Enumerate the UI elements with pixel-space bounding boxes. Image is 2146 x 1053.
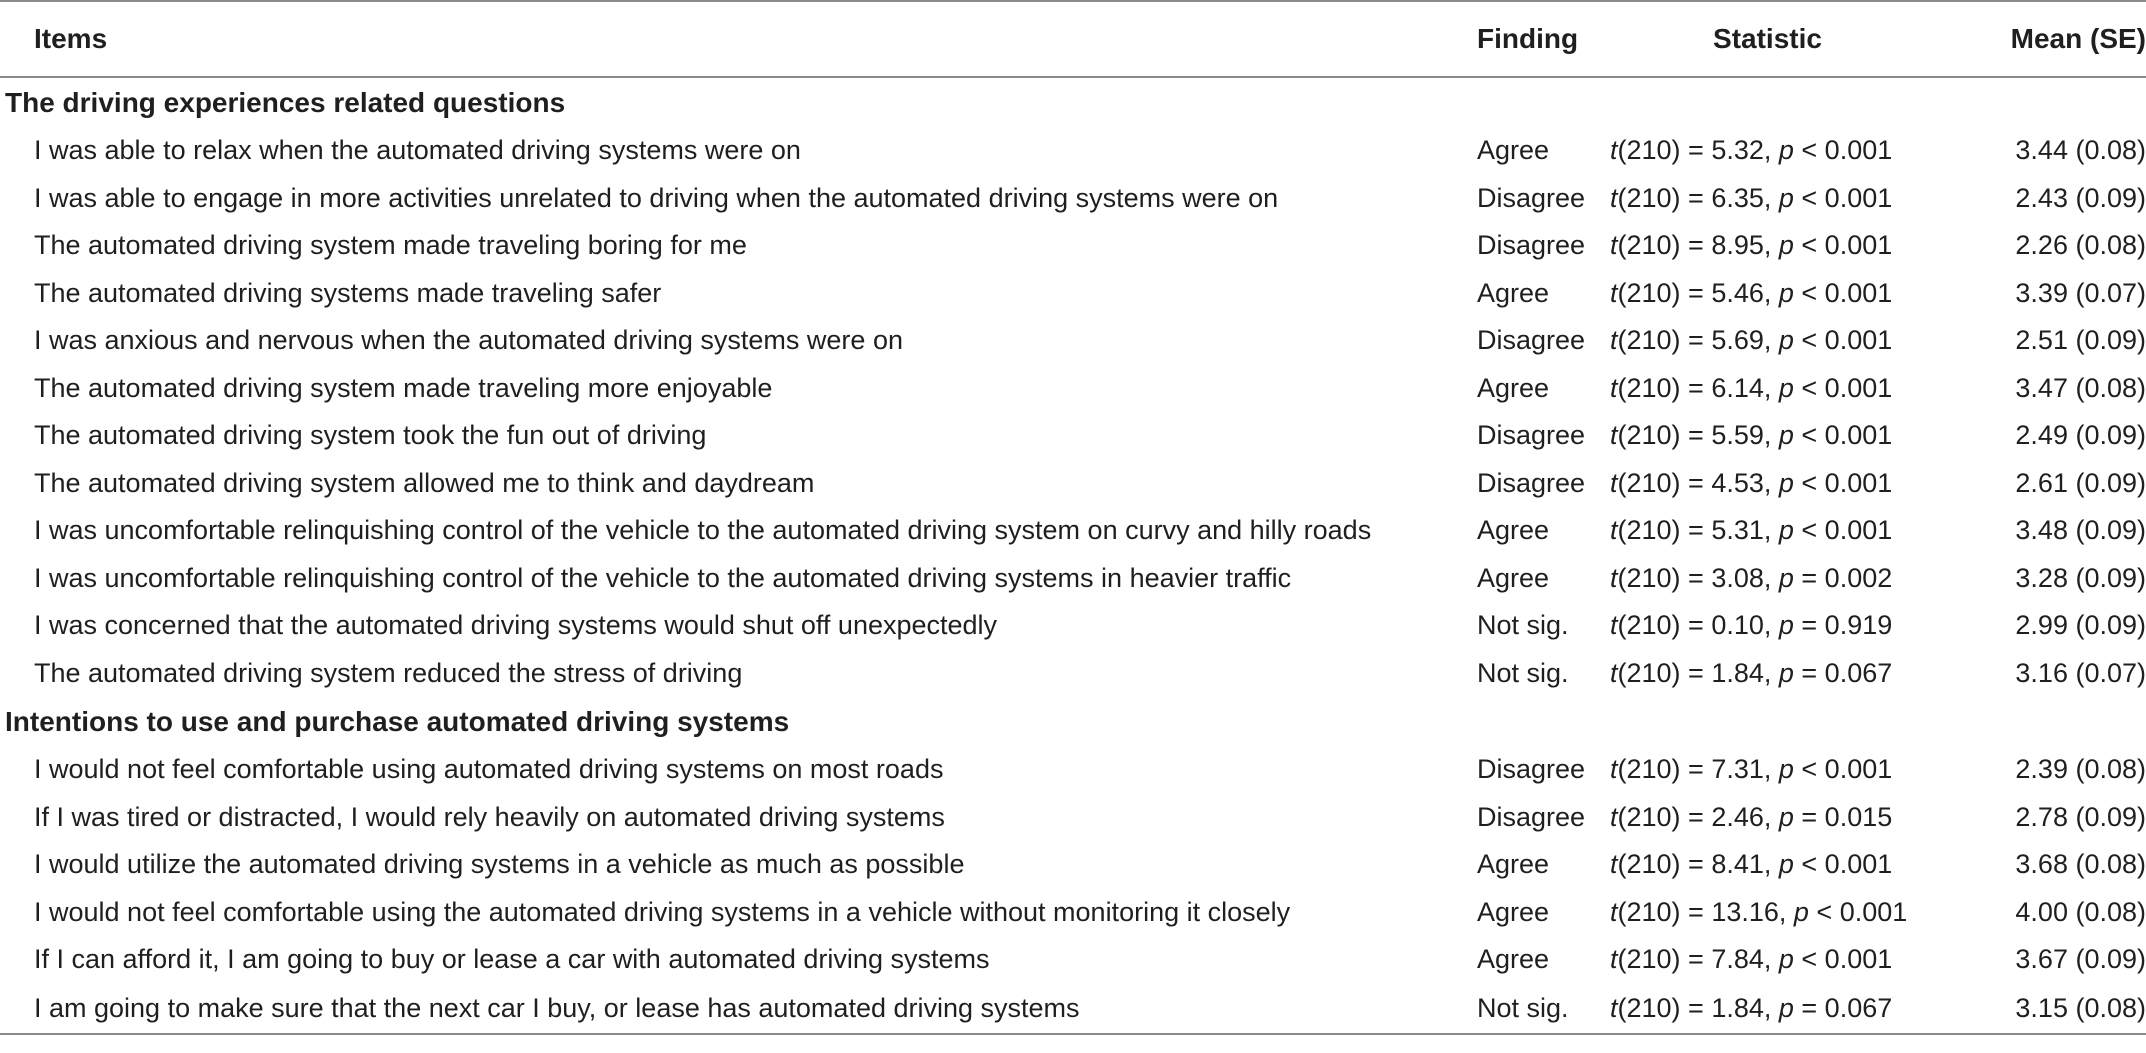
cell-item: The automated driving systems made traveling safer xyxy=(34,277,662,308)
stat-t-symbol: t xyxy=(1610,801,1618,832)
stat-t-symbol: t xyxy=(1610,944,1618,975)
stat-t-value: (210) = 6.14, xyxy=(1617,372,1779,403)
cell-item: I was concerned that the automated driving systems would shut off unexpectedly xyxy=(34,610,998,641)
stat-p-value: < 0.001 xyxy=(1793,325,1893,356)
stat-t-symbol: t xyxy=(1610,372,1618,403)
table-row xyxy=(0,984,2146,1034)
cell-finding: Not sig. xyxy=(1477,657,1569,688)
cell-statistic xyxy=(1610,507,1925,555)
cell-item: The automated driving system made traveling more enjoyable xyxy=(34,372,773,403)
cell-statistic xyxy=(1610,317,1925,365)
cell-statistic xyxy=(1610,365,1925,413)
cell-statistic xyxy=(1610,270,1925,318)
cell-finding: Agree xyxy=(1477,277,1550,308)
header-statistic: Statistic xyxy=(1610,1,1925,77)
table-row xyxy=(0,365,2146,413)
header-row xyxy=(0,1,2146,77)
cell-mean: 3.44 (0.08) xyxy=(2015,135,2146,166)
cell-item: I would not feel comfortable using automated driving systems on most roads xyxy=(34,754,944,785)
cell-item: I would utilize the automated driving systems in a vehicle as much as possible xyxy=(34,849,965,880)
stat-p-value: < 0.001 xyxy=(1793,515,1893,546)
cell-item: If I can afford it, I am going to buy or lease a car with automated driving systems xyxy=(34,944,990,975)
cell-item: The automated driving system allowed me to think and daydream xyxy=(34,467,815,498)
cell-mean: 2.26 (0.08) xyxy=(2015,230,2146,261)
cell-statistic xyxy=(1610,936,1925,984)
stat-p-symbol: p xyxy=(1778,420,1794,451)
stat-t-symbol: t xyxy=(1610,420,1618,451)
stat-t-symbol: t xyxy=(1610,754,1618,785)
cell-finding: Agree xyxy=(1477,849,1550,880)
table-header xyxy=(0,1,2146,77)
cell-finding: Disagree xyxy=(1477,467,1586,498)
stat-t-value: (210) = 1.84, xyxy=(1617,657,1779,688)
stat-p-value: = 0.067 xyxy=(1793,657,1893,688)
stat-t-value: (210) = 8.41, xyxy=(1617,849,1779,880)
section-row xyxy=(0,697,2146,746)
stat-p-value: < 0.001 xyxy=(1793,944,1893,975)
cell-finding: Agree xyxy=(1477,944,1550,975)
stat-p-value: < 0.001 xyxy=(1793,277,1893,308)
cell-mean: 3.39 (0.07) xyxy=(2015,277,2146,308)
cell-statistic xyxy=(1610,555,1925,603)
header-finding: Finding xyxy=(1470,1,1610,77)
cell-item: I was able to engage in more activities unrelated to driving when the automated driving systems were on xyxy=(34,182,1279,213)
table-row xyxy=(0,650,2146,698)
stat-t-symbol: t xyxy=(1610,230,1618,261)
cell-mean: 2.99 (0.09) xyxy=(2015,610,2146,641)
stat-t-symbol: t xyxy=(1610,467,1618,498)
stat-p-value: < 0.001 xyxy=(1793,849,1893,880)
stat-t-value: (210) = 1.84, xyxy=(1617,992,1779,1023)
table-row xyxy=(0,602,2146,650)
cell-item: I was uncomfortable relinquishing control of the vehicle to the automated driving system on curvy and hilly roads xyxy=(34,515,1372,546)
table-row xyxy=(0,412,2146,460)
cell-item: I was uncomfortable relinquishing control of the vehicle to the automated driving systems in heavier traffic xyxy=(34,562,1292,593)
stat-p-symbol: p xyxy=(1778,467,1794,498)
stat-p-value: = 0.002 xyxy=(1793,562,1893,593)
cell-statistic xyxy=(1610,746,1925,794)
table-row xyxy=(0,127,2146,175)
cell-statistic xyxy=(1610,602,1925,650)
table-row xyxy=(0,936,2146,984)
cell-item: I am going to make sure that the next car I buy, or lease has automated driving systems xyxy=(0,984,1470,1034)
header-items: Items xyxy=(0,1,1470,77)
cell-finding: Agree xyxy=(1477,135,1550,166)
stat-p-symbol: p xyxy=(1778,849,1794,880)
stat-t-symbol: t xyxy=(1610,896,1618,927)
stat-p-value: = 0.015 xyxy=(1793,801,1893,832)
stat-p-value: < 0.001 xyxy=(1793,754,1893,785)
stat-p-value: < 0.001 xyxy=(1808,896,1908,927)
cell-mean: 4.00 (0.08) xyxy=(2015,896,2146,927)
stat-t-value: (210) = 6.35, xyxy=(1617,182,1779,213)
cell-statistic xyxy=(1610,889,1925,937)
cell-statistic xyxy=(1610,222,1925,270)
cell-finding: Disagree xyxy=(1477,230,1586,261)
table-row xyxy=(0,555,2146,603)
stat-p-symbol: p xyxy=(1778,135,1794,166)
cell-statistic xyxy=(1610,175,1925,223)
stat-p-symbol: p xyxy=(1778,277,1794,308)
cell-finding: Not sig. xyxy=(1470,984,1610,1034)
stat-t-value: (210) = 8.95, xyxy=(1617,230,1779,261)
stat-p-value: < 0.001 xyxy=(1793,135,1893,166)
table-row xyxy=(0,317,2146,365)
stat-t-value: (210) = 7.31, xyxy=(1617,754,1779,785)
cell-mean: 3.15 (0.08) xyxy=(1925,984,2146,1034)
stat-p-symbol: p xyxy=(1778,515,1794,546)
table-row xyxy=(0,746,2146,794)
stat-p-value: < 0.001 xyxy=(1793,372,1893,403)
cell-statistic xyxy=(1610,841,1925,889)
section-row xyxy=(0,77,2146,127)
cell-mean: 2.51 (0.09) xyxy=(2015,325,2146,356)
stat-t-value: (210) = 7.84, xyxy=(1617,944,1779,975)
cell-finding: Disagree xyxy=(1477,182,1586,213)
cell-mean: 3.16 (0.07) xyxy=(2015,657,2146,688)
table-row xyxy=(0,507,2146,555)
cell-statistic xyxy=(1610,127,1925,175)
stat-t-value: (210) = 5.46, xyxy=(1617,277,1779,308)
stat-p-symbol: p xyxy=(1778,562,1794,593)
cell-finding: Not sig. xyxy=(1477,610,1569,641)
stat-t-value: (210) = 5.32, xyxy=(1617,135,1779,166)
cell-finding: Disagree xyxy=(1477,325,1586,356)
cell-item: I was anxious and nervous when the automated driving systems were on xyxy=(34,325,903,356)
cell-mean: 2.49 (0.09) xyxy=(2015,420,2146,451)
cell-statistic xyxy=(1610,412,1925,460)
table-row xyxy=(0,889,2146,937)
table-row xyxy=(0,794,2146,842)
stat-p-symbol: p xyxy=(1778,182,1794,213)
stat-p-symbol: p xyxy=(1778,992,1794,1023)
cell-finding: Disagree xyxy=(1477,420,1586,451)
stat-t-symbol: t xyxy=(1610,277,1618,308)
cell-finding: Disagree xyxy=(1477,801,1586,832)
cell-statistic xyxy=(1610,984,1925,1034)
stat-t-value: (210) = 5.59, xyxy=(1617,420,1779,451)
table-body xyxy=(0,77,2146,1034)
stat-p-symbol: p xyxy=(1778,372,1794,403)
stat-t-value: (210) = 5.31, xyxy=(1617,515,1779,546)
stat-t-value: (210) = 13.16, xyxy=(1617,896,1794,927)
cell-finding: Agree xyxy=(1477,515,1550,546)
cell-mean: 3.28 (0.09) xyxy=(2015,562,2146,593)
cell-finding: Agree xyxy=(1477,562,1550,593)
stat-t-symbol: t xyxy=(1610,849,1618,880)
section-title: Intentions to use and purchase automated driving systems xyxy=(5,705,790,737)
cell-item: The automated driving system took the fun out of driving xyxy=(34,420,707,451)
stat-p-symbol: p xyxy=(1778,230,1794,261)
table-row xyxy=(0,841,2146,889)
stat-t-value: (210) = 2.46, xyxy=(1617,801,1779,832)
stat-t-symbol: t xyxy=(1610,992,1618,1023)
stat-t-symbol: t xyxy=(1610,182,1618,213)
cell-mean: 2.78 (0.09) xyxy=(2015,801,2146,832)
stat-p-symbol: p xyxy=(1778,657,1794,688)
stat-p-symbol: p xyxy=(1778,754,1794,785)
stat-p-value: < 0.001 xyxy=(1793,467,1893,498)
cell-finding: Agree xyxy=(1477,372,1550,403)
stat-t-value: (210) = 4.53, xyxy=(1617,467,1779,498)
cell-mean: 2.61 (0.09) xyxy=(2015,467,2146,498)
stat-t-symbol: t xyxy=(1610,562,1618,593)
table-row xyxy=(0,222,2146,270)
stat-t-symbol: t xyxy=(1610,325,1618,356)
cell-mean: 3.67 (0.09) xyxy=(2015,944,2146,975)
cell-mean: 3.47 (0.08) xyxy=(2015,372,2146,403)
stat-p-symbol: p xyxy=(1778,944,1794,975)
stat-p-symbol: p xyxy=(1778,610,1794,641)
cell-finding: Disagree xyxy=(1477,754,1586,785)
cell-item: The automated driving system reduced the stress of driving xyxy=(34,657,743,688)
cell-mean: 3.48 (0.09) xyxy=(2015,515,2146,546)
cell-statistic xyxy=(1610,460,1925,508)
table-row xyxy=(0,460,2146,508)
stat-t-symbol: t xyxy=(1610,610,1618,641)
stat-t-value: (210) = 3.08, xyxy=(1617,562,1779,593)
cell-statistic xyxy=(1610,794,1925,842)
stat-t-symbol: t xyxy=(1610,657,1618,688)
cell-mean: 2.39 (0.08) xyxy=(2015,754,2146,785)
header-mean: Mean (SE) xyxy=(1925,1,2146,77)
cell-item: I was able to relax when the automated driving systems were on xyxy=(34,135,801,166)
stat-p-symbol: p xyxy=(1778,801,1794,832)
section-title: The driving experiences related questions xyxy=(5,86,566,118)
table-row xyxy=(0,270,2146,318)
stat-p-value: < 0.001 xyxy=(1793,420,1893,451)
stat-p-symbol: p xyxy=(1793,896,1809,927)
cell-mean: 2.43 (0.09) xyxy=(2015,182,2146,213)
stat-p-symbol: p xyxy=(1778,325,1794,356)
stat-t-symbol: t xyxy=(1610,135,1618,166)
stat-t-value: (210) = 5.69, xyxy=(1617,325,1779,356)
stat-p-value: = 0.067 xyxy=(1793,992,1893,1023)
cell-item: If I was tired or distracted, I would rely heavily on automated driving systems xyxy=(34,801,945,832)
cell-item: I would not feel comfortable using the automated driving systems in a vehicle without monitoring it closely xyxy=(34,896,1291,927)
stat-t-symbol: t xyxy=(1610,515,1618,546)
stat-t-value: (210) = 0.10, xyxy=(1617,610,1779,641)
cell-mean: 3.68 (0.08) xyxy=(2015,849,2146,880)
cell-statistic xyxy=(1610,650,1925,698)
cell-item: The automated driving system made traveling boring for me xyxy=(34,230,747,261)
stat-p-value: < 0.001 xyxy=(1793,230,1893,261)
stat-p-value: = 0.919 xyxy=(1793,610,1893,641)
table-row xyxy=(0,175,2146,223)
stat-p-value: < 0.001 xyxy=(1793,182,1893,213)
cell-finding: Agree xyxy=(1477,896,1550,927)
